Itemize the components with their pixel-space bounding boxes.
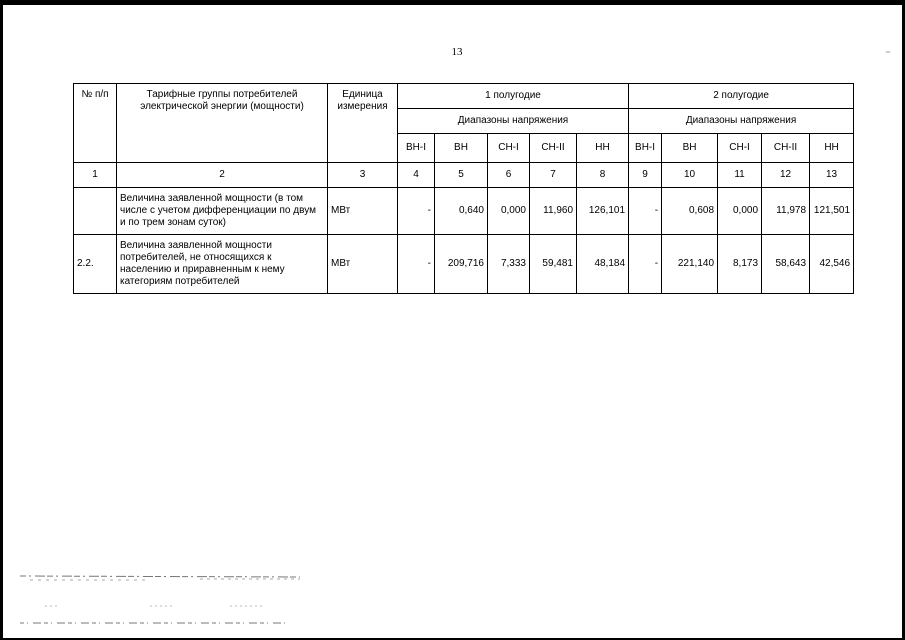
value-cell: 126,101 [577, 188, 629, 235]
header-ranges-2: Диапазоны напряжения [629, 109, 854, 134]
voltage-level-header: ВН-I [629, 134, 662, 163]
voltage-level-header: ВН [435, 134, 488, 163]
voltage-level-header: СН-I [718, 134, 762, 163]
header-num: № п/п [74, 84, 117, 163]
value-cell: 121,501 [810, 188, 854, 235]
voltage-level-header: СН-I [488, 134, 530, 163]
column-number: 7 [530, 163, 577, 188]
value-cell: 8,173 [718, 235, 762, 294]
header-ranges-1: Диапазоны напряжения [398, 109, 629, 134]
value-cell: - [398, 235, 435, 294]
value-cell: 7,333 [488, 235, 530, 294]
row-unit: МВт [328, 188, 398, 235]
voltage-level-header: ВН-I [398, 134, 435, 163]
value-cell: 48,184 [577, 235, 629, 294]
value-cell: 0,608 [662, 188, 718, 235]
value-cell: 221,140 [662, 235, 718, 294]
header-groups: Тарифные группы потребителей электрической энергии (мощности) [117, 84, 328, 163]
voltage-level-header: НН [577, 134, 629, 163]
value-cell: 0,640 [435, 188, 488, 235]
column-number: 3 [328, 163, 398, 188]
value-cell: 11,978 [762, 188, 810, 235]
value-cell: 209,716 [435, 235, 488, 294]
value-cell: 11,960 [530, 188, 577, 235]
column-number: 10 [662, 163, 718, 188]
row-number: 2.2. [74, 235, 117, 294]
header-half-1: 1 полугодие [398, 84, 629, 109]
row-description: Величина заявленной мощности (в том числе с учетом дифференциации по двум и по трем зонам суток) [117, 188, 328, 235]
value-cell: - [629, 188, 662, 235]
value-cell: 0,000 [718, 188, 762, 235]
column-number: 2 [117, 163, 328, 188]
voltage-level-header: НН [810, 134, 854, 163]
voltage-level-header: СН-II [762, 134, 810, 163]
column-number: 6 [488, 163, 530, 188]
voltage-level-header: СН-II [530, 134, 577, 163]
column-number: 4 [398, 163, 435, 188]
column-number: 5 [435, 163, 488, 188]
page-number: 13 [451, 46, 463, 58]
row-description: Величина заявленной мощности потребителей, не относящихся к населению и приравненным к нему категориям потребителей [117, 235, 328, 294]
value-cell: 0,000 [488, 188, 530, 235]
value-cell: 58,643 [762, 235, 810, 294]
column-number: 1 [74, 163, 117, 188]
header-half-2: 2 полугодие [629, 84, 854, 109]
value-cell: 42,546 [810, 235, 854, 294]
value-cell: 59,481 [530, 235, 577, 294]
column-number: 11 [718, 163, 762, 188]
value-cell: - [629, 235, 662, 294]
header-unit: Единица измерения [328, 84, 398, 163]
row-unit: МВт [328, 235, 398, 294]
column-number: 13 [810, 163, 854, 188]
column-number: 9 [629, 163, 662, 188]
voltage-level-header: ВН [662, 134, 718, 163]
column-number: 8 [577, 163, 629, 188]
value-cell: - [398, 188, 435, 235]
column-number: 12 [762, 163, 810, 188]
